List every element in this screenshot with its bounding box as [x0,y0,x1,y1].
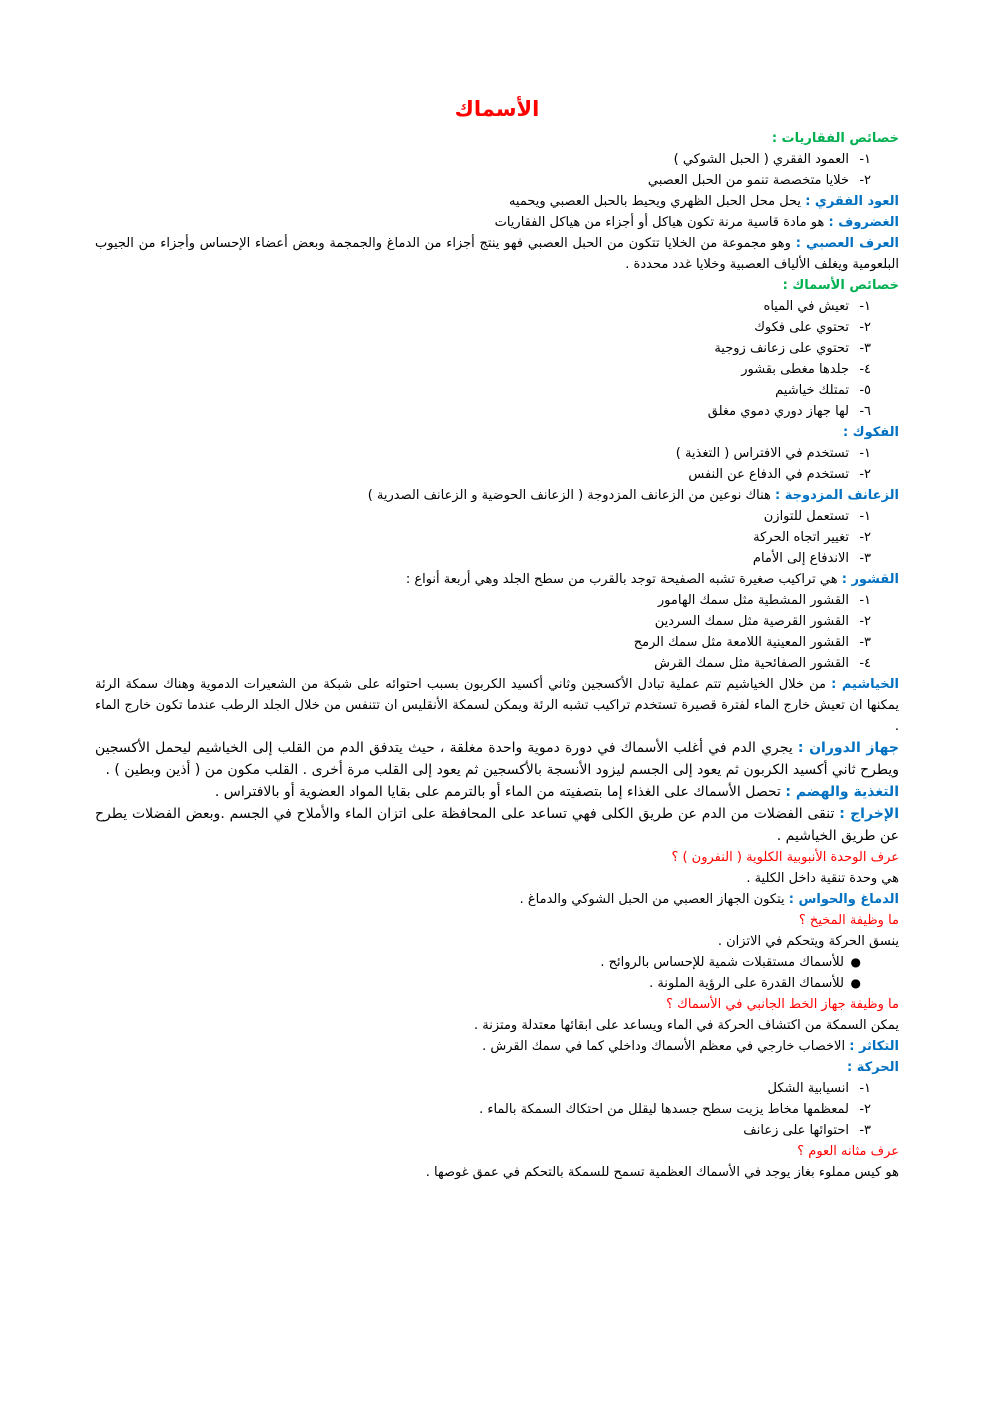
list-item [95,1078,899,1099]
movement-list [95,1078,899,1141]
item-number: ٣- [859,551,871,566]
scales-list [95,590,899,674]
item-number: ١- [859,593,871,608]
list-item [95,973,899,994]
list-item [95,359,899,380]
brain-term: الدماغ والحواس : [788,892,899,907]
item-number: ٢- [859,467,871,482]
list-item [95,653,899,674]
excretion-paragraph [95,803,899,847]
neural-crest-paragraph [95,233,899,275]
item-number: ٦- [859,404,871,419]
item-text: جلدها مغطى بقشور [741,362,849,377]
item-text: خلايا متخصصة تنمو من الحبل العصبي [647,173,849,188]
item-number: ٤- [859,656,871,671]
neural-crest-text: وهو مجموعة من الخلايا تتكون من الحبل العصبي فهو ينتج أجزاء من الدماغ والجمجمة وبعض أعضاء الإحساس وأجزاء من الجيوب البلعومية ويغلف الألياف العصبية وخلايا غدد محددة . [95,236,899,272]
circulation-text: يجري الدم في أغلب الأسماك في دورة دموية واحدة مغلقة ، حيث يتدفق الدم من القلب إلى الخياشيم ليحمل الأكسجين ويطرح ثاني أكسيد الكربون ثم يعود إلى الجسم ليزود الأنسجة بالأكسجين ثم يعود إلى القلب مرة أخرى . القلب مكون من ( أذين وبطين ) . [95,740,899,778]
list-item [95,548,899,569]
list-item [95,317,899,338]
backbone-text: يحل محل الحبل الظهري ويحيط بالحبل العصبي ويحميه [508,194,806,209]
list-item [95,338,899,359]
item-number: ٢- [859,173,871,188]
digestion-text: تحصل الأسماك على الغذاء إما بتصفيته من الماء أو بالترمم على بقايا المواد العضوية أو بالافتراس . [214,784,786,800]
list-item [95,611,899,632]
fish-traits-list [95,296,899,422]
item-text: احتوائها على زعانف [743,1123,849,1138]
item-number: ١- [859,299,871,314]
item-text: القشور المشطية مثل سمك الهامور [657,593,849,608]
list-item [95,170,899,191]
paired-fins-term: الزعانف المزدوجة : [775,488,899,503]
reproduction-text: الاخصاب خارجي في معظم الأسماك وداخلي كما في سمك القرش . [482,1039,850,1054]
cerebellum-answer: ينسق الحركة ويتحكم في الاتزان . [717,934,899,949]
swim-bladder-question: عرف مثانه العوم ؟ [797,1144,899,1159]
item-text: تستعمل للتوازن [763,509,849,524]
list-item [95,952,899,973]
item-text: العمود الفقري ( الحبل الشوكي ) [673,152,849,167]
item-text: تغيير اتجاه الحركة [753,530,849,545]
cartilage-text: هو مادة قاسية مرنة تكون هياكل أو أجزاء من هياكل الفقاريات [494,215,829,230]
item-text: للأسماك القدرة على الرؤية الملونة . [649,976,844,991]
gills-paragraph [95,674,899,737]
cartilage-term: الغضروف : [828,215,899,230]
scales-text: هي تراكيب صغيرة تشبه الصفيحة توجد بالقرب من سطح الجلد وهي أربعة أنواع : [405,572,842,587]
item-text: القشور المعينية اللامعة مثل سمك الرمح [633,635,849,650]
list-item [95,296,899,317]
list-item [95,506,899,527]
item-text: تمتلك خياشيم [775,383,849,398]
list-item [95,443,899,464]
circulation-paragraph [95,737,899,781]
item-number: ٥- [859,383,871,398]
item-number: ١- [859,152,871,167]
page-title: الأسماك [454,97,540,121]
reproduction-paragraph [95,1036,899,1057]
digestion-term: التغذية والهضم : [785,784,899,800]
item-text: الاندفاع إلى الأمام [752,551,849,566]
item-text: تستخدم في الافتراس ( التغذية ) [675,446,849,461]
jaws-list [95,443,899,485]
list-item [95,149,899,170]
item-text: تحتوي على فكوك [754,320,849,335]
gills-text: من خلال الخياشيم تتم عملية تبادل الأكسجين وثاني أكسيد الكربون بسبب احتوائه على شبكة من الشعيرات الدموية وهناك سمكة الرئة يمكنها ان تعيش خارج الماء لفترة قصيرة تستخدم تراكيب تشبه الرئة ويمكن لسمكة الأنقليس ان تتنفس من خلال الجلد الرطب عندما تكون خارج الماء . [95,677,899,734]
swim-bladder-answer: هو كيس مملوء بغاز يوجد في الأسماك العظمية تسمح للسمكة بالتحكم في عمق غوصها . [425,1165,899,1180]
item-number: ٣- [859,1123,871,1138]
brain-paragraph [95,889,899,910]
scales-paragraph [95,569,899,590]
item-number: ١- [859,1081,871,1096]
item-number: ٢- [859,530,871,545]
item-text: تحتوي على زعانف زوجية [714,341,849,356]
cerebellum-question: ما وظيفة المخيخ ؟ [798,913,899,928]
fish-traits-heading: خصائص الأسماك : [782,278,899,293]
item-number: ٢- [859,1102,871,1117]
scales-term: القشور : [841,572,899,587]
circulation-term: جهاز الدوران : [797,740,899,756]
item-number: ١- [859,446,871,461]
bullet-icon: ● [850,976,861,990]
lateral-line-answer: يمكن السمكة من اكتشاف الحركة في الماء ويساعد على ابقائها معتدلة ومتزنة . [474,1018,899,1033]
vertebrates-heading: خصائص الفقاريات : [771,131,899,146]
vertebrates-list [95,149,899,191]
item-text: انسيابية الشكل [767,1081,849,1096]
item-text: لها جهاز دوري دموي مغلق [707,404,849,419]
list-item [95,401,899,422]
item-text: تستخدم في الدفاع عن النفس [688,467,849,482]
list-item [95,1120,899,1141]
list-item [95,527,899,548]
brain-text: يتكون الجهاز العصبي من الحبل الشوكي والدماغ . [519,892,789,907]
item-text: لمعظمها مخاط يزيت سطح جسدها ليقلل من احتكاك السمكة بالماء . [479,1102,849,1117]
bullet-icon: ● [850,955,861,969]
paired-fins-text: هناك نوعين من الزعانف المزدوجة ( الزعانف الحوضية و الزعانف الصدرية ) [367,488,776,503]
nephron-answer: هي وحدة تنقية داخل الكلية . [746,871,899,886]
neural-crest-term: العرف العصبي : [795,236,899,251]
item-text: للأسماك مستقبلات شمية للإحساس بالروائح . [600,955,844,970]
list-item [95,632,899,653]
backbone-term: العود الفقري : [805,194,899,209]
excretion-text: تنقى الفضلات من الدم عن طريق الكلى فهي تساعد على المحافظة على اتزان الماء والأملاح في الجسم .وبعض الفضلات يطرح عن طريق الخياشيم . [95,806,899,844]
item-text: القشور القرصية مثل سمك السردين [654,614,849,629]
item-text: القشور الصفائحية مثل سمك القرش [654,656,849,671]
list-item [95,464,899,485]
cartilage-paragraph [95,212,899,233]
item-text: تعيش في المياه [763,299,849,314]
item-number: ٢- [859,320,871,335]
movement-heading: الحركة : [847,1060,899,1075]
jaws-heading: الفكوك : [842,425,899,440]
item-number: ٣- [859,635,871,650]
item-number: ٤- [859,362,871,377]
lateral-line-question: ما وظيفة جهاز الخط الجانبي في الأسماك ؟ [666,997,899,1012]
item-number: ١- [859,509,871,524]
reproduction-term: التكاثر : [849,1039,899,1054]
nephron-question: عرف الوحدة الأنبوبية الكلوية ( النفرون ) ؟ [671,850,899,865]
document-page [95,95,899,1183]
list-item [95,1099,899,1120]
item-number: ٢- [859,614,871,629]
item-number: ٣- [859,341,871,356]
list-item [95,590,899,611]
excretion-term: الإخراج : [839,806,900,822]
paired-fins-paragraph [95,485,899,506]
backbone-paragraph [95,191,899,212]
gills-term: الخياشيم : [831,677,899,692]
senses-list [95,952,899,994]
paired-fins-list [95,506,899,569]
list-item [95,380,899,401]
digestion-paragraph [95,781,899,803]
